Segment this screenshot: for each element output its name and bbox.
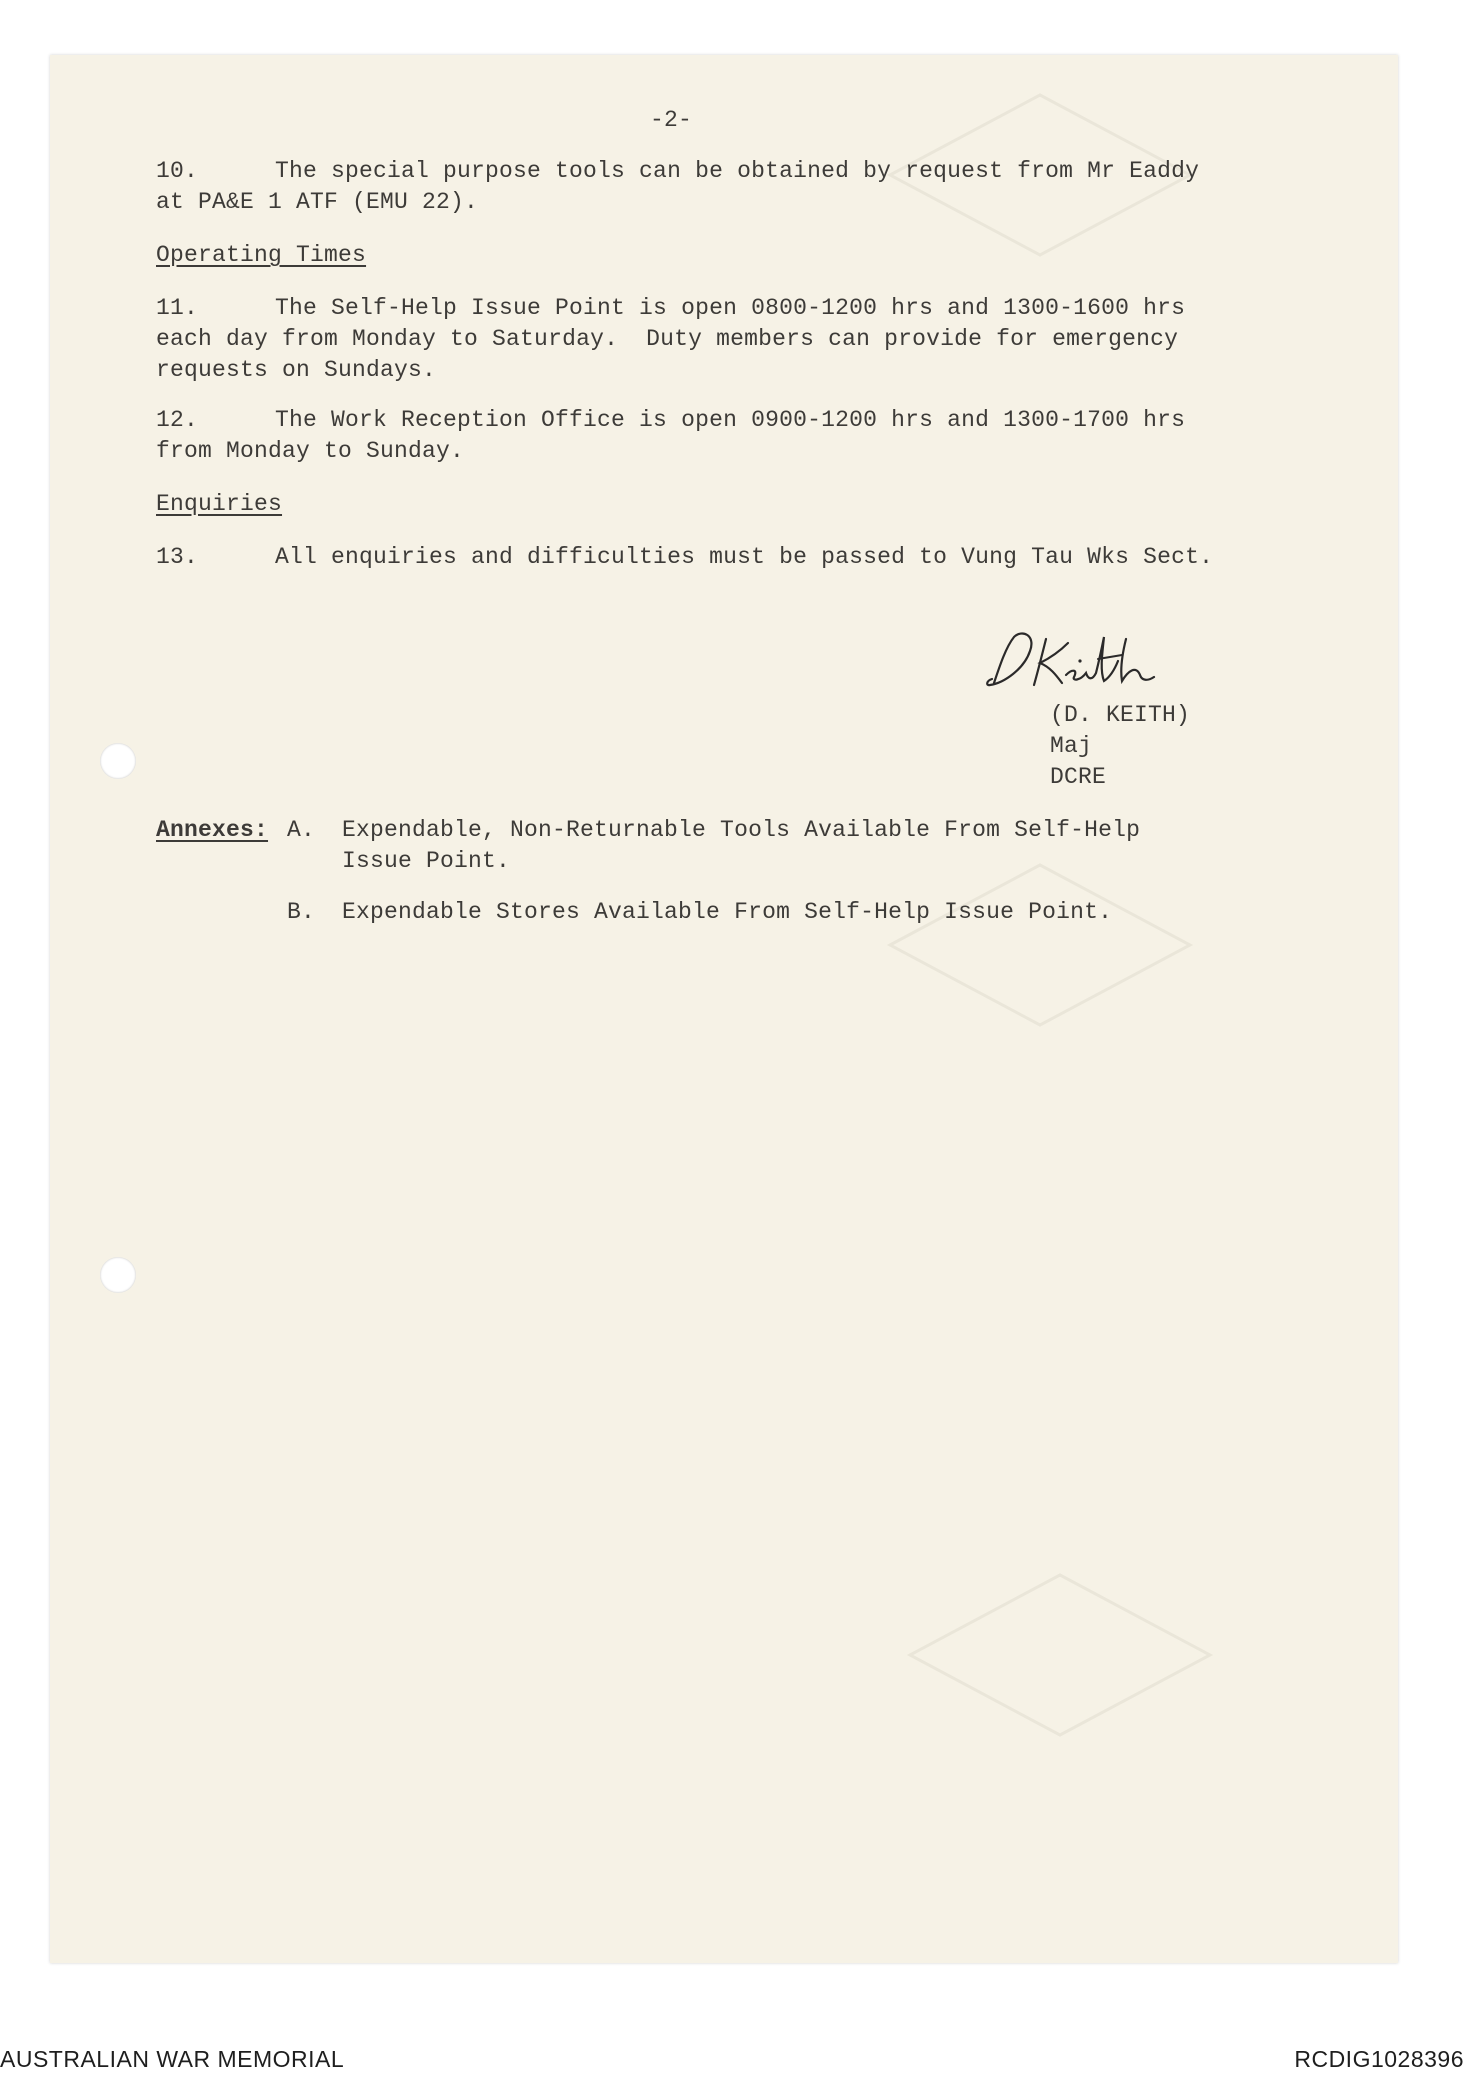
footer-source-label: AUSTRALIAN WAR MEMORIAL: [0, 2046, 345, 2072]
footer-record-id: RCDIG1028396: [1294, 2046, 1464, 2072]
paragraph-12-line-2: from Monday to Sunday.: [156, 438, 465, 464]
signatory-appointment: DCRE: [1050, 764, 1107, 790]
paragraph-11-line-1: The Self-Help Issue Point is open 0800-1200 hrs and 1300-1600 hrs: [275, 295, 1186, 321]
annex-b-letter: B.: [287, 899, 316, 925]
enquiries-heading: Enquiries: [156, 491, 283, 517]
punch-hole-top: [100, 743, 136, 779]
watermark-emboss-bottom: [890, 1555, 1230, 1755]
handwritten-signature: [980, 625, 1160, 695]
operating-times-heading: Operating Times: [156, 242, 367, 268]
annex-b-line-1: Expendable Stores Available From Self-Help Issue Point.: [342, 899, 1113, 925]
signatory-rank: Maj: [1050, 733, 1093, 759]
paragraph-11-number: 11.: [156, 295, 199, 321]
punch-hole-bottom: [100, 1257, 136, 1293]
paragraph-13-number: 13.: [156, 544, 199, 570]
annexes-label: Annexes:: [156, 817, 269, 843]
paragraph-12-line-1: The Work Reception Office is open 0900-1200 hrs and 1300-1700 hrs: [275, 407, 1186, 433]
paragraph-11-line-2: each day from Monday to Saturday. Duty members can provide for emergency: [156, 326, 1179, 352]
watermark-emboss-middle: [870, 845, 1210, 1045]
paragraph-10-number: 10.: [156, 158, 199, 184]
annex-a-line-1: Expendable, Non-Returnable Tools Available From Self-Help: [342, 817, 1141, 843]
paragraph-10-line-1: The special purpose tools can be obtained by request from Mr Eaddy: [275, 158, 1200, 184]
document-page: [50, 55, 1398, 1963]
page-number: -2-: [650, 107, 693, 133]
signatory-name: (D. KEITH): [1050, 702, 1191, 728]
annex-a-letter: A.: [287, 817, 316, 843]
paragraph-11-line-3: requests on Sundays.: [156, 357, 437, 383]
paragraph-10-line-2: at PA&E 1 ATF (EMU 22).: [156, 189, 479, 215]
paragraph-12-number: 12.: [156, 407, 199, 433]
paragraph-13-line-1: All enquiries and difficulties must be passed to Vung Tau Wks Sect.: [275, 544, 1214, 570]
annex-a-line-2: Issue Point.: [342, 848, 511, 874]
